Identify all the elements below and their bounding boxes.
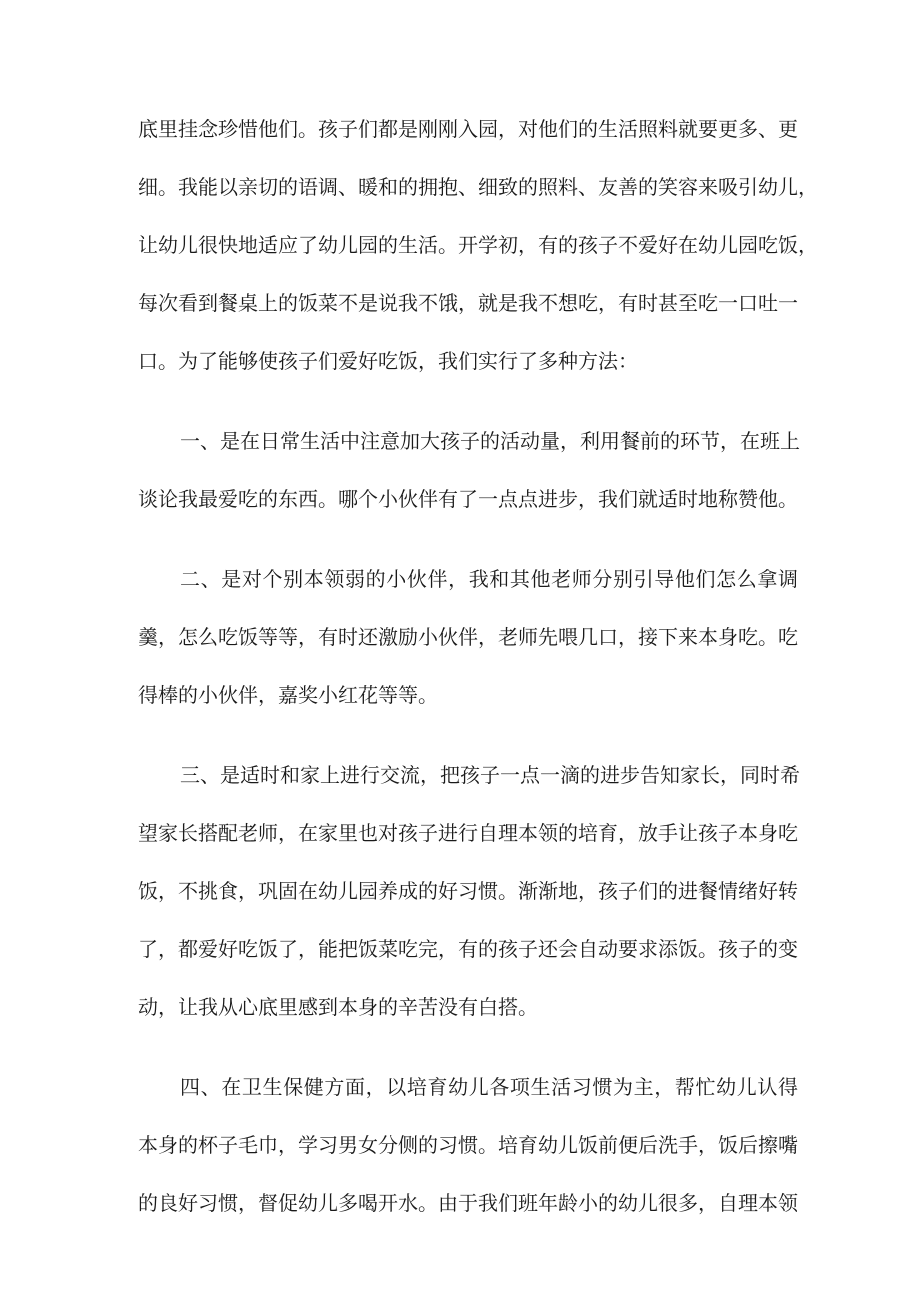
- paragraph-3-line-3: 得棒的小伙伴，嘉奖小红花等等。: [138, 683, 438, 707]
- paragraph-3-line-2: 羹，怎么吃饭等等，有时还激励小伙伴，老师先喂几口，接下来本身吃。吃: [138, 625, 798, 649]
- paragraph-4-line-5: 动，让我从心底里感到本身的辛苦没有白搭。: [138, 995, 538, 1019]
- paragraph-5-line-3: 的良好习惯，督促幼儿多喝开水。由于我们班年龄小的幼儿很多，自理本领: [138, 1191, 798, 1215]
- paragraph-2-line-1: 一、是在日常生活中注意加大孩子的活动量，利用餐前的环节，在班上: [180, 429, 800, 453]
- paragraph-1-line-2: 细。我能以亲切的语调、暖和的拥抱、细致的照料、友善的笑容来吸引幼儿，: [138, 175, 818, 199]
- paragraph-4-line-1: 三、是适时和家上进行交流，把孩子一点一滴的进步告知家长，同时希: [180, 763, 800, 787]
- paragraph-2-line-2: 谈论我最爱吃的东西。哪个小伙伴有了一点点进步，我们就适时地称赞他。: [138, 487, 798, 511]
- paragraph-1-line-1: 底里挂念珍惜他们。孩子们都是刚刚入园，对他们的生活照料就要更多、更: [138, 117, 798, 141]
- paragraph-4-line-3: 饭，不挑食，巩固在幼儿园养成的好习惯。渐渐地，孩子们的进餐情绪好转: [138, 879, 798, 903]
- paragraph-4-line-2: 望家长搭配老师，在家里也对孩子进行自理本领的培育，放手让孩子本身吃: [138, 821, 798, 845]
- paragraph-5-line-1: 四、在卫生保健方面，以培育幼儿各项生活习惯为主，帮忙幼儿认得: [180, 1075, 798, 1099]
- paragraph-1-line-3: 让幼儿很快地适应了幼儿园的生活。开学初，有的孩子不爱好在幼儿园吃饭，: [138, 233, 818, 257]
- paragraph-4-line-4: 了，都爱好吃饭了，能把饭菜吃完，有的孩子还会自动要求添饭。孩子的变: [138, 937, 798, 961]
- paragraph-1-line-5: 口。为了能够使孩子们爱好吃饭，我们实行了多种方法：: [138, 349, 638, 373]
- paragraph-3-line-1: 二、是对个别本领弱的小伙伴，我和其他老师分别引导他们怎么拿调: [180, 567, 798, 591]
- paragraph-5-line-2: 本身的杯子毛巾，学习男女分侧的习惯。培育幼儿饭前便后洗手，饭后擦嘴: [138, 1133, 798, 1157]
- paragraph-1-line-4: 每次看到餐桌上的饭菜不是说我不饿，就是我不想吃，有时甚至吃一口吐一: [138, 291, 798, 315]
